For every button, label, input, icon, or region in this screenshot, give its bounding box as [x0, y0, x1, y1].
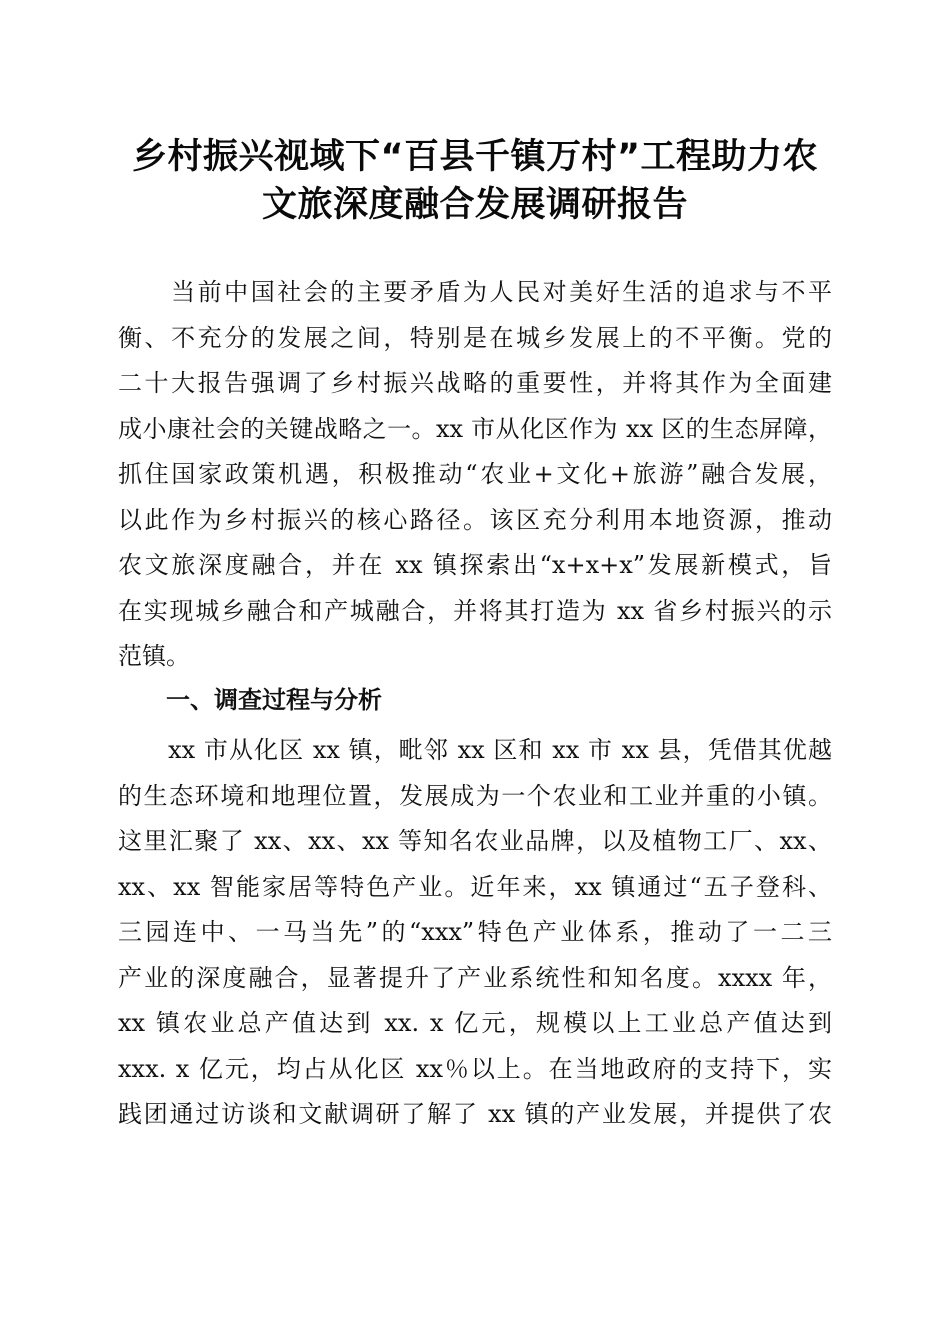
paragraph-line: 三园连中、一马当先”的“xxx”特色产业体系，推动了一二三 — [118, 918, 832, 946]
paragraph-line: 当前中国社会的主要矛盾为人民对美好生活的追求与不平 — [118, 278, 832, 306]
title-line-1: 乡村振兴视域下“百县千镇万村”工程助力农 — [131, 137, 818, 177]
paragraph-line: 在实现城乡融合和产城融合，并将其打造为 xx 省乡村振兴的示 — [118, 596, 832, 625]
paragraph-line: xxx. x 亿元，均占从化区 xx％以上。在当地政府的支持下，实 — [118, 1054, 832, 1083]
title-line-2: 文旅深度融合发展调研报告 — [261, 185, 688, 225]
paragraph-line: xx 市从化区 xx 镇，毗邻 xx 区和 xx 市 xx 县，凭借其优越 — [118, 736, 832, 764]
paragraph-line: 以此作为乡村振兴的核心路径。该区充分利用本地资源，推动 — [118, 505, 832, 534]
paragraph-line: xx、xx 智能家居等特色产业。近年来，xx 镇通过“五子登科、 — [118, 872, 832, 901]
section1-paragraph — [118, 728, 832, 1138]
document-title — [100, 133, 850, 229]
paragraph-line: 产业的深度融合，显著提升了产业系统性和知名度。xxxx 年， — [118, 963, 832, 992]
paragraph-line: 二十大报告强调了乡村振兴战略的重要性，并将其作为全面建 — [118, 369, 832, 397]
paragraph-line: 抓住国家政策机遇，积极推动“农业+文化+旅游”融合发展， — [118, 460, 832, 488]
paragraph-line: xx 镇农业总产值达到 xx. x 亿元，规模以上工业总产值达到 — [118, 1009, 832, 1037]
paragraph-line: 衡、不充分的发展之间，特别是在城乡发展上的不平衡。党的 — [118, 323, 832, 352]
paragraph-line: 的生态环境和地理位置，发展成为一个农业和工业并重的小镇。 — [118, 781, 832, 810]
section-heading: 一、调查过程与分析 — [166, 686, 382, 714]
paragraph-line: 这里汇聚了 xx、xx、xx 等知名农业品牌，以及植物工厂、xx、 — [118, 827, 832, 855]
paragraph-line: 范镇。 — [118, 642, 190, 670]
paragraph-line: 践团通过访谈和文献调研了解了 xx 镇的产业发展，并提供了农 — [118, 1100, 832, 1128]
intro-paragraph — [118, 270, 832, 680]
paragraph-line: 成小康社会的关键战略之一。xx 市从化区作为 xx 区的生态屏障， — [118, 414, 832, 443]
paragraph-line: 农文旅深度融合，并在 xx 镇探索出“x+x+x”发展新模式，旨 — [118, 551, 832, 579]
